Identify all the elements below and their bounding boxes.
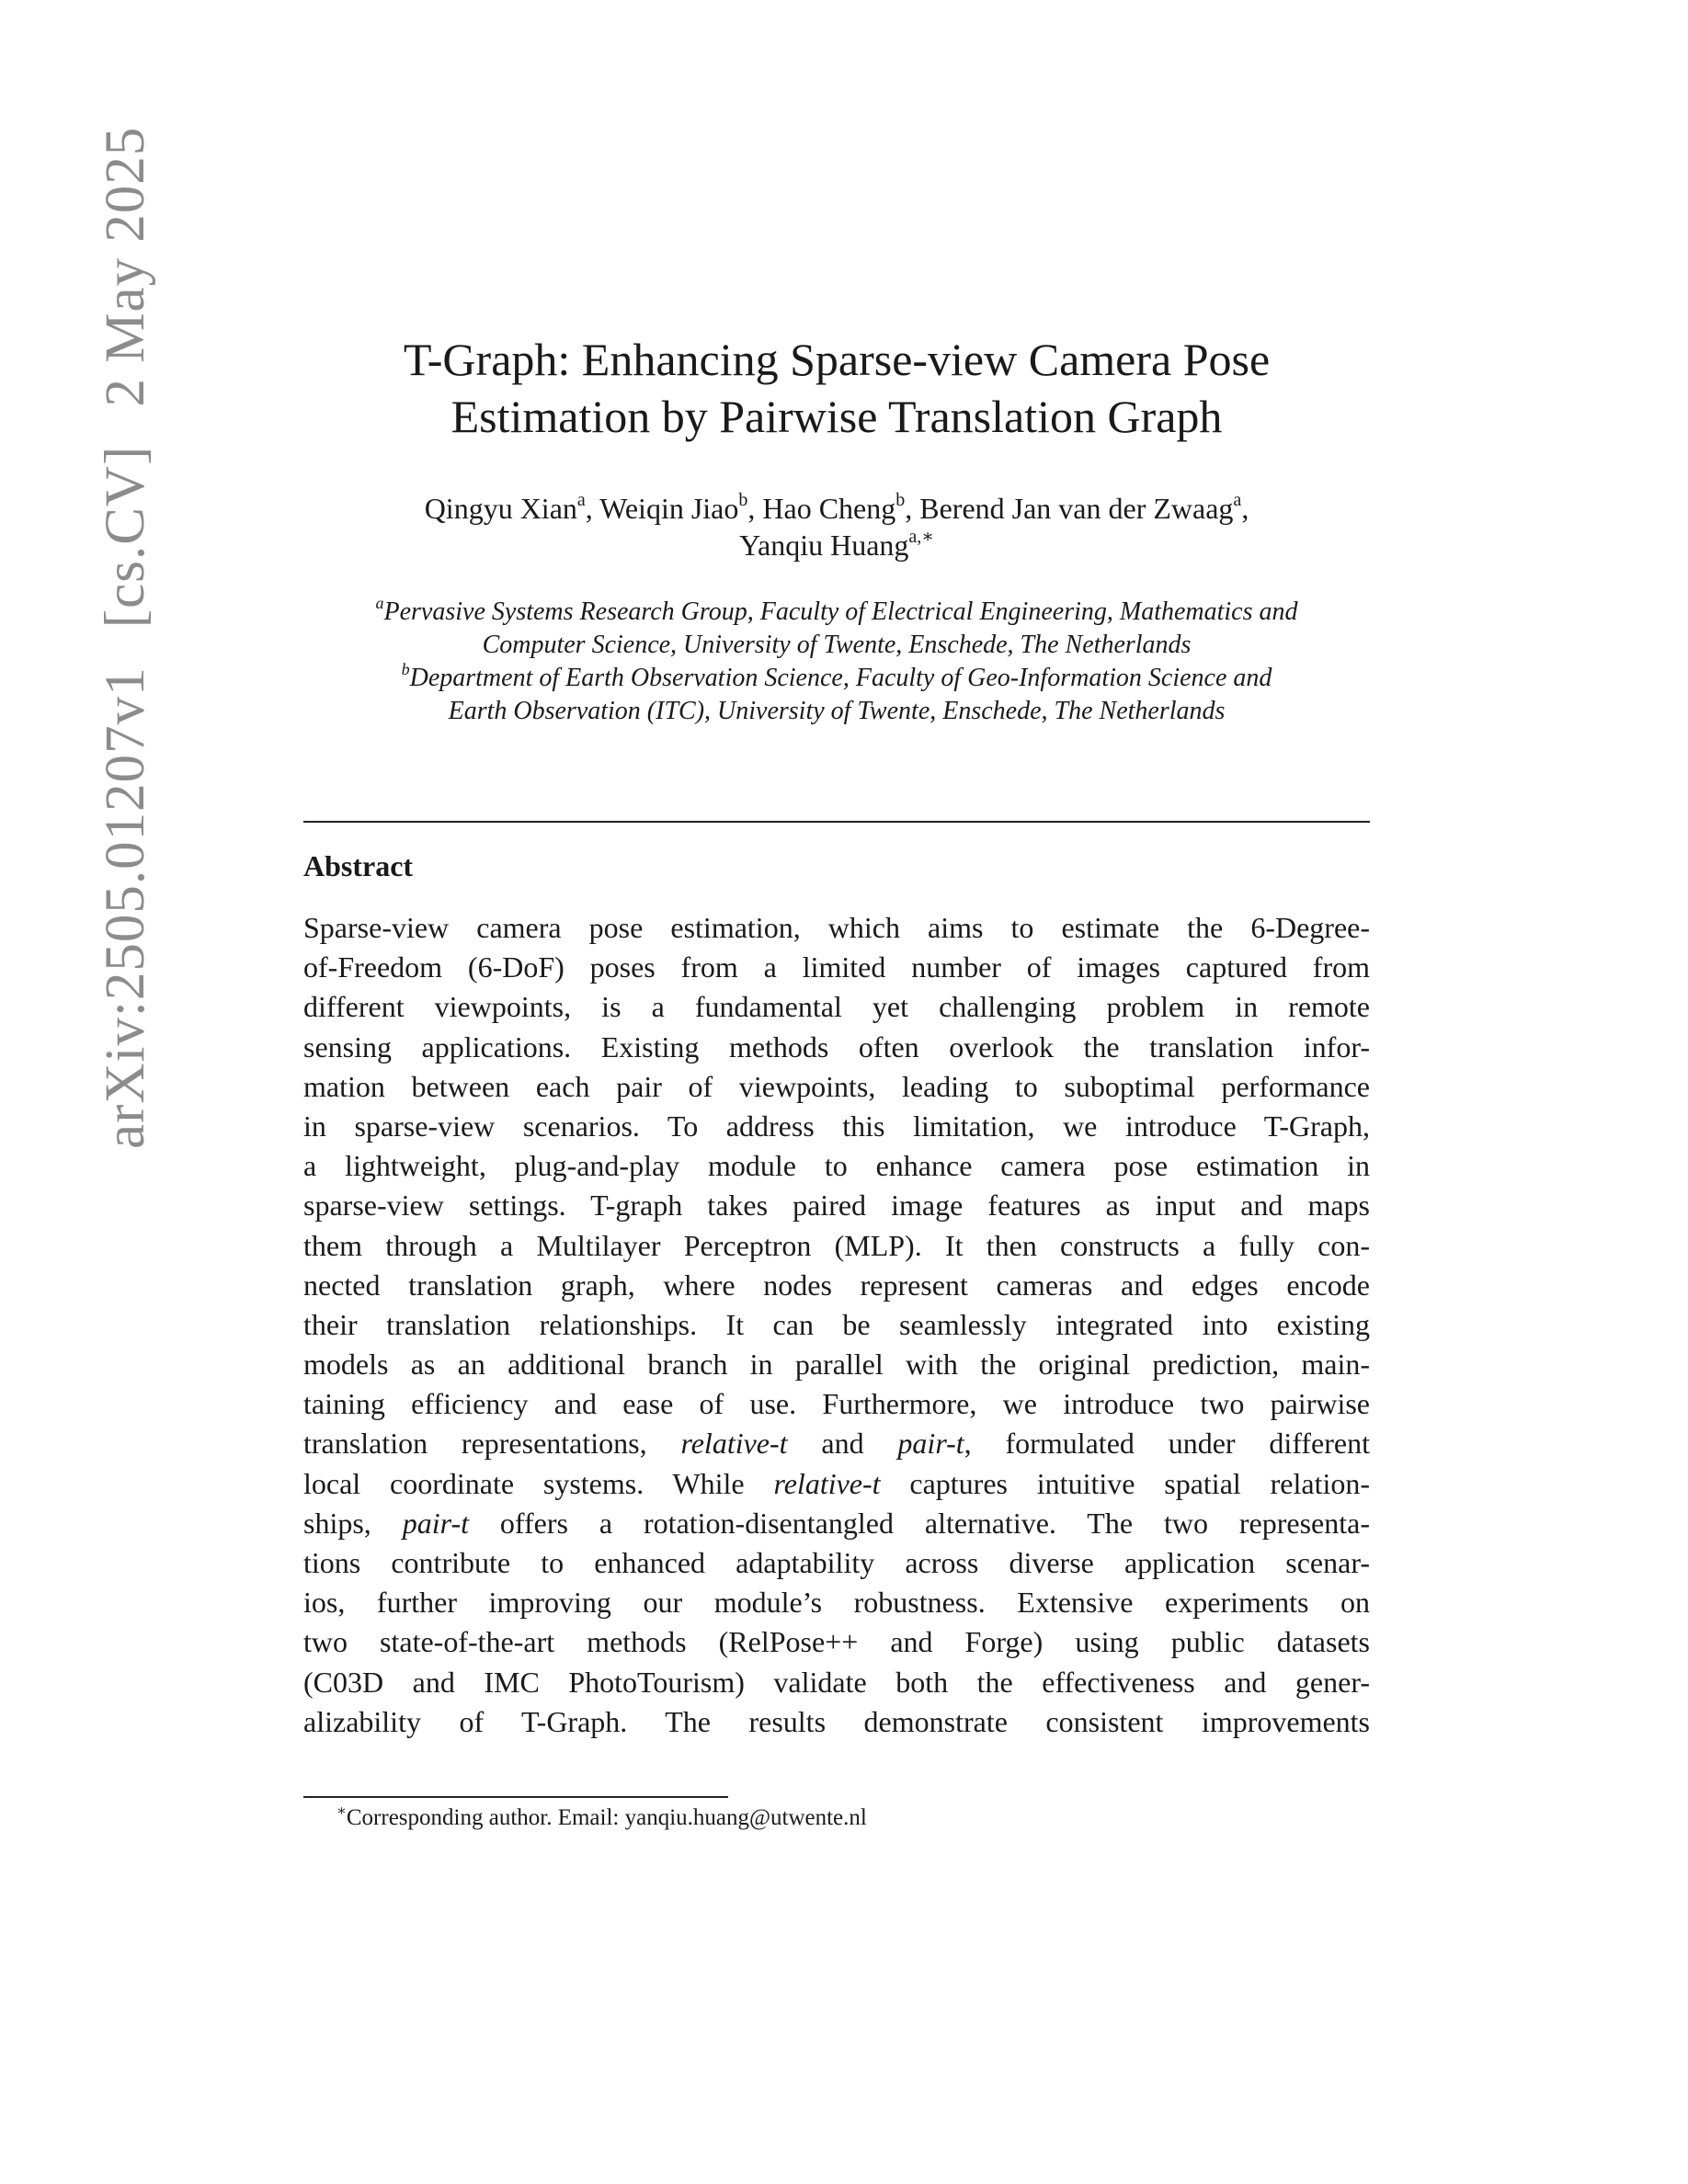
author-line-1: Qingyu Xian$^a$, Weiqin Jiao$^b$, Hao Cheng$^b$, Berend Jan van der Zwaag$^a$, bbox=[424, 490, 1249, 525]
arxiv-date: 2 May 2025 bbox=[95, 126, 156, 407]
author-name: Berend Jan van der Zwaag bbox=[919, 492, 1234, 525]
author-list bbox=[303, 490, 1370, 563]
arxiv-category: [cs.CV] bbox=[95, 445, 156, 629]
abstract-text: (C03D and IMC PhotoTourism) validate both the effectiveness and gener- bbox=[303, 1665, 1370, 1699]
footnote bbox=[336, 1803, 867, 1833]
affiliations bbox=[303, 596, 1370, 728]
abstract-text: a lightweight, plug-and-play module to enhance camera pose estimation in bbox=[303, 1149, 1370, 1183]
author-name: Weiqin Jiao bbox=[599, 492, 739, 525]
abstract-text: ios, further improving our module’s robustness. Extensive experiments on bbox=[303, 1586, 1370, 1620]
abstract-text: local coordinate systems. While bbox=[303, 1466, 774, 1500]
abstract-text: tions contribute to enhanced adaptability across diverse application scenar- bbox=[303, 1546, 1370, 1579]
abstract-line bbox=[303, 1702, 1370, 1742]
abstract-line bbox=[303, 1146, 1370, 1186]
abstract-line bbox=[303, 1266, 1370, 1305]
author-affiliation-mark: a,∗ bbox=[908, 527, 934, 547]
author-affiliation-mark: a bbox=[576, 490, 586, 510]
affiliation-a-mark: a bbox=[375, 594, 384, 612]
abstract-line bbox=[303, 1543, 1370, 1583]
paper-title-line-1: T-Graph: Enhancing Sparse-view Camera Pose bbox=[403, 334, 1271, 385]
affiliation-b-line-1 bbox=[303, 662, 1370, 695]
abstract-term: pair-t bbox=[402, 1506, 469, 1540]
abstract-text: mation between each pair of viewpoints, leading to suboptimal performance bbox=[303, 1069, 1370, 1103]
author-affiliation-mark: b bbox=[895, 490, 906, 510]
abstract-text: sparse-view settings. T-graph takes paired image features as input and maps bbox=[303, 1189, 1370, 1223]
abstract-line bbox=[303, 1028, 1370, 1067]
author-affiliation-mark: b bbox=[738, 490, 748, 510]
paper-title bbox=[303, 331, 1370, 445]
affiliation-a-line-2: Computer Science, University of Twente, Enschede, The Netherlands bbox=[482, 631, 1192, 659]
abstract-line bbox=[303, 1107, 1370, 1146]
author-name: Yanqiu Huang bbox=[739, 529, 909, 562]
affiliation-a-line-1 bbox=[303, 596, 1370, 629]
footnote-rule bbox=[303, 1796, 728, 1798]
paper-title-line-2: Estimation by Pairwise Translation Graph bbox=[451, 391, 1223, 442]
affiliation-b-text-1: Department of Earth Observation Science, Faculty of Geo-Information Science and bbox=[409, 664, 1272, 692]
abstract-text: and bbox=[787, 1427, 898, 1461]
footnote-mark: ∗ bbox=[336, 1803, 347, 1819]
abstract-line bbox=[303, 1226, 1370, 1266]
abstract-heading: Abstract bbox=[303, 849, 414, 882]
abstract-line bbox=[303, 1464, 1370, 1504]
abstract-text: captures intuitive spatial relation- bbox=[880, 1466, 1370, 1500]
abstract-line bbox=[303, 1384, 1370, 1424]
abstract-line bbox=[303, 1424, 1370, 1463]
abstract-text: them through a Multilayer Perceptron (MLP). It then constructs a fully con- bbox=[303, 1228, 1370, 1262]
affiliation-b-line-2: Earth Observation (ITC), University of Twente, Enschede, The Netherlands bbox=[448, 697, 1226, 725]
abstract-line bbox=[303, 1186, 1370, 1225]
arxiv-stamp bbox=[94, 127, 158, 1149]
abstract-term: relative-t bbox=[680, 1427, 788, 1461]
arxiv-id: arXiv:2505.01207v1 bbox=[95, 666, 156, 1149]
abstract-line bbox=[303, 987, 1370, 1027]
abstract-text: models as an additional branch in parallel with the original prediction, main- bbox=[303, 1348, 1370, 1382]
abstract-text: alizability of T-Graph. The results demonstrate consistent improvements bbox=[303, 1704, 1370, 1738]
abstract-text: in sparse-view scenarios. To address this limitation, we introduce T-Graph, bbox=[303, 1109, 1370, 1143]
abstract-text: taining efficiency and ease of use. Furthermore, we introduce two pairwise bbox=[303, 1387, 1370, 1421]
abstract-line bbox=[303, 908, 1370, 948]
abstract-term: pair-t bbox=[897, 1427, 964, 1461]
affiliation-a-text-1: Pervasive Systems Research Group, Faculty of Electrical Engineering, Mathematics and bbox=[383, 597, 1298, 626]
abstract-line bbox=[303, 1622, 1370, 1662]
abstract-line bbox=[303, 948, 1370, 987]
abstract-line bbox=[303, 1504, 1370, 1543]
abstract-body bbox=[303, 908, 1370, 1742]
abstract-text: ships, bbox=[303, 1506, 403, 1540]
abstract-line bbox=[303, 1583, 1370, 1622]
abstract-top-rule bbox=[303, 821, 1370, 823]
abstract-line bbox=[303, 1345, 1370, 1384]
abstract-text: two state-of-the-art methods (RelPose++ and Forge) using public datasets bbox=[303, 1625, 1370, 1659]
abstract-text: of-Freedom (6-DoF) poses from a limited number of images captured from bbox=[303, 950, 1370, 984]
author-affiliation-mark: a bbox=[1233, 490, 1242, 510]
author-line-2 bbox=[303, 527, 1370, 563]
author-name: Qingyu Xian bbox=[424, 492, 577, 525]
abstract-text: offers a rotation-disentangled alternative. The two representa- bbox=[468, 1506, 1371, 1540]
abstract-line bbox=[303, 1305, 1370, 1345]
abstract-line bbox=[303, 1663, 1370, 1702]
abstract-text: sensing applications. Existing methods often overlook the translation infor- bbox=[303, 1029, 1370, 1064]
abstract-text: , formulated under different bbox=[964, 1427, 1371, 1461]
abstract-text: nected translation graph, where nodes represent cameras and edges encode bbox=[303, 1268, 1370, 1302]
abstract-term: relative-t bbox=[773, 1466, 881, 1500]
author-name: Hao Cheng bbox=[762, 492, 896, 525]
abstract-text: translation representations, bbox=[303, 1427, 681, 1461]
abstract-text: different viewpoints, is a fundamental yet challenging problem in remote bbox=[303, 990, 1370, 1024]
affiliation-b-mark: b bbox=[401, 660, 410, 678]
abstract-text: their translation relationships. It can be seamlessly integrated into existing bbox=[303, 1307, 1370, 1341]
abstract-line bbox=[303, 1067, 1370, 1107]
abstract-text: Sparse-view camera pose estimation, which aims to estimate the 6-Degree- bbox=[303, 911, 1370, 944]
footnote-text: Corresponding author. Email: yanqiu.huang@utwente.nl bbox=[346, 1805, 867, 1830]
